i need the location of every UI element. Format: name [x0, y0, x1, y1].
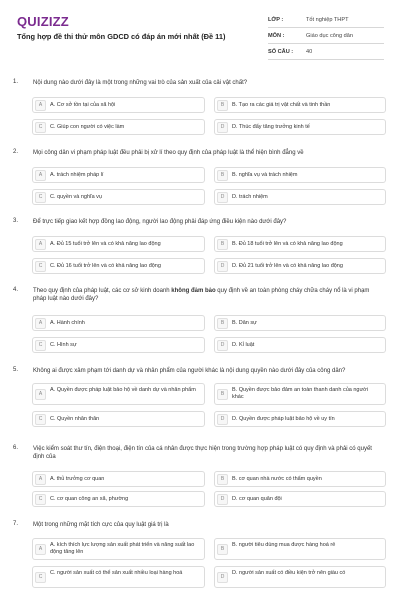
- option-c[interactable]: [32, 189, 205, 205]
- meta-value: Tốt nghiệp THPT: [306, 16, 349, 23]
- option-letter: D: [217, 572, 228, 583]
- option-d[interactable]: [214, 491, 386, 507]
- option-text: A. Hành chính: [50, 320, 85, 326]
- question-text: Một trong những mặt tích cực của quy luật giá trị là: [33, 522, 169, 528]
- question-text: [33, 287, 378, 304]
- option-c[interactable]: [32, 491, 205, 507]
- option-text: C. Quyền nhân thân: [50, 416, 100, 422]
- option-b[interactable]: [214, 538, 386, 560]
- meta-label: LỚP :: [268, 16, 284, 23]
- option-a[interactable]: [32, 236, 205, 252]
- option-letter: D: [217, 122, 228, 133]
- option-letter: B: [217, 170, 228, 181]
- option-text: C. Hình sự: [50, 342, 77, 348]
- option-text: A. Quyền được pháp luật bảo hộ về danh dự và nhân phẩm: [50, 387, 196, 393]
- option-text: B. nghĩa vụ và trách nhiệm: [232, 172, 298, 178]
- option-a[interactable]: [32, 471, 205, 487]
- option-c[interactable]: [32, 566, 205, 588]
- option-letter: A: [35, 170, 46, 181]
- question-text: Nội dung nào dưới đây là một trong những vai trò của sản xuất của cải vật chất?: [33, 80, 248, 86]
- option-letter: C: [35, 192, 46, 203]
- option-letter: D: [217, 261, 228, 272]
- option-text: A. trách nhiệm pháp lí: [50, 172, 104, 178]
- option-text: B. Tạo ra các giá trị vật chất và tinh thần: [232, 102, 331, 108]
- option-letter: C: [35, 414, 46, 425]
- option-d[interactable]: [214, 337, 386, 353]
- option-letter: B: [217, 318, 228, 329]
- option-letter: B: [217, 474, 228, 485]
- option-b[interactable]: [214, 167, 386, 183]
- question-number: 7.: [13, 521, 19, 527]
- option-letter: B: [217, 100, 228, 111]
- option-letter: A: [35, 389, 46, 400]
- option-text: A. Đủ 15 tuổi trở lên và có khả năng lao động: [50, 241, 161, 247]
- option-text: C. quyền và nghĩa vụ: [50, 194, 102, 200]
- question-text-part: quy định về an toàn phòng cháy chữa cháy nổ là vi phạm pháp luật nào dưới đây?: [33, 288, 370, 303]
- meta-label: MÔN :: [268, 32, 285, 39]
- option-b[interactable]: [214, 97, 386, 113]
- option-b[interactable]: [214, 471, 386, 487]
- option-text: D. cơ quan quân đội: [232, 496, 282, 502]
- meta-label: SỐ CÂU :: [268, 48, 294, 55]
- option-text: D. trách nhiệm: [232, 194, 268, 200]
- option-d[interactable]: [214, 189, 386, 205]
- option-text: C. cơ quan công an xã, phường: [50, 496, 129, 502]
- option-b[interactable]: [214, 236, 386, 252]
- option-letter: B: [217, 239, 228, 250]
- option-a[interactable]: [32, 315, 205, 331]
- option-letter: D: [217, 192, 228, 203]
- option-text: A. Cơ sở tồn tại của xã hội: [50, 102, 116, 108]
- meta-row-question-count: [268, 44, 384, 60]
- question-number: 5.: [13, 367, 19, 373]
- option-d[interactable]: [214, 119, 386, 135]
- option-letter: A: [35, 474, 46, 485]
- option-letter: A: [35, 100, 46, 111]
- question-text-part: Theo quy định của pháp luật, các cơ sở kinh doanh: [33, 288, 172, 294]
- option-c[interactable]: [32, 119, 205, 135]
- meta-value: Giáo dục công dân: [306, 32, 353, 39]
- option-text: B. Quyền được bảo đảm an toàn thanh danh của người khác: [232, 387, 368, 400]
- option-d[interactable]: [214, 566, 386, 588]
- meta-value: 40: [306, 48, 313, 55]
- option-text: D. Đủ 21 tuổi trở lên và có khả năng lao động: [232, 263, 343, 269]
- option-text: A. kích thích lực lượng sản xuất phát triển và năng suất lao động tăng lên: [50, 542, 195, 555]
- question-number: 3.: [13, 218, 19, 224]
- option-letter: C: [35, 261, 46, 272]
- option-text: C. người sản xuất có thể sản xuất nhiều loại hàng hoá: [50, 570, 183, 576]
- option-b[interactable]: [214, 383, 386, 405]
- option-letter: C: [35, 572, 46, 583]
- option-letter: C: [35, 494, 46, 505]
- option-b[interactable]: [214, 315, 386, 331]
- worksheet-meta: [268, 12, 384, 60]
- worksheet-header: [0, 0, 400, 64]
- question-text: Mọi công dân vi phạm pháp luật đều phải bị xử lí theo quy định của pháp luật là thể hiện bình đẳng về: [33, 150, 304, 156]
- option-letter: C: [35, 340, 46, 351]
- option-text: D. Thúc đẩy tăng trưởng kinh tế: [232, 124, 310, 130]
- option-letter: B: [217, 389, 228, 400]
- question-number: 2.: [13, 149, 19, 155]
- question-number: 4.: [13, 287, 19, 293]
- option-text: D. Quyền được pháp luật bảo hộ về uy tín: [232, 416, 335, 422]
- option-a[interactable]: [32, 97, 205, 113]
- meta-row-subject: [268, 28, 384, 44]
- worksheet-title: Tổng hợp đề thi thử môn GDCD có đáp án mới nhất (Đề 11): [17, 32, 226, 41]
- option-letter: D: [217, 414, 228, 425]
- option-a[interactable]: [32, 383, 205, 405]
- question-text: Việc kiểm soát thư tín, điện thoại, điện tín của cá nhân được thực hiện trong trường hợp pháp luật có quy định và phải có quyết định của: [33, 446, 372, 461]
- option-letter: D: [217, 494, 228, 505]
- question-text: Không ai được xâm phạm tới danh dự và nhân phẩm của người khác là nội dung quyền nào dưới đây của công dân?: [33, 368, 346, 374]
- option-letter: A: [35, 239, 46, 250]
- option-c[interactable]: [32, 411, 205, 427]
- option-text: D. Kỉ luật: [232, 342, 255, 348]
- option-letter: D: [217, 340, 228, 351]
- option-letter: A: [35, 318, 46, 329]
- option-a[interactable]: [32, 538, 205, 560]
- option-text: B. cơ quan nhà nước có thẩm quyền: [232, 476, 322, 482]
- option-letter: C: [35, 122, 46, 133]
- question-text-emphasis: không đảm bảo: [171, 288, 216, 294]
- question-text: Để trực tiếp giao kết hợp đồng lao động, người lao động phải đáp ứng điều kiện nào dưới đây?: [33, 219, 287, 225]
- meta-row-grade: [268, 12, 384, 28]
- question-number: 6.: [13, 445, 19, 451]
- option-text: D. người sản xuất có điều kiện trở nên giàu có: [232, 570, 346, 576]
- option-letter: A: [35, 544, 46, 555]
- option-c[interactable]: [32, 258, 205, 274]
- option-text: B. Đủ 18 tuổi trở lên và có khả năng lao động: [232, 241, 343, 247]
- option-text: B. Dân sự: [232, 320, 257, 326]
- question-number: 1.: [13, 79, 19, 85]
- option-text: B. người tiêu dùng mua được hàng hoá rẻ: [232, 542, 336, 548]
- option-text: C. Giúp con người có việc làm: [50, 124, 125, 130]
- option-text: C. Đủ 16 tuổi trở lên và có khả năng lao động: [50, 263, 161, 269]
- option-c[interactable]: [32, 337, 205, 353]
- option-a[interactable]: [32, 167, 205, 183]
- option-d[interactable]: [214, 258, 386, 274]
- option-letter: B: [217, 544, 228, 555]
- quizizz-logo[interactable]: QUIZIZZ: [17, 14, 69, 29]
- option-d[interactable]: [214, 411, 386, 427]
- option-text: A. thủ trưởng cơ quan: [50, 476, 105, 482]
